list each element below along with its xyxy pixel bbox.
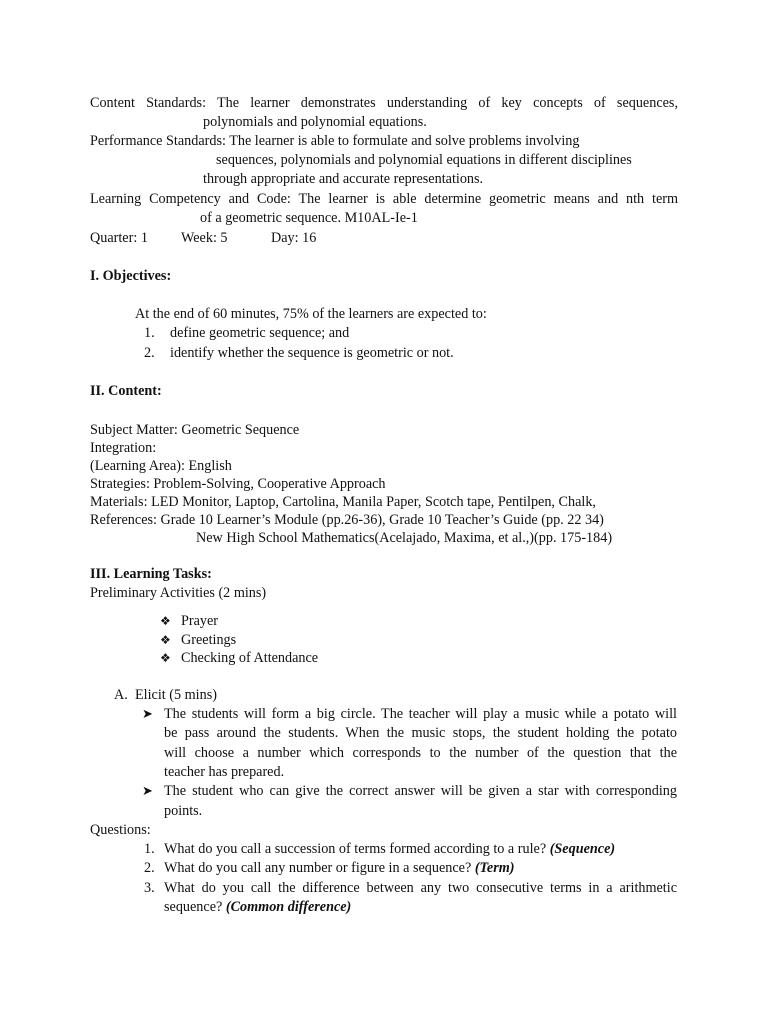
question-number: 2.: [144, 860, 155, 876]
preliminary-item: Checking of Attendance: [181, 650, 319, 666]
content-heading: II. Content:: [90, 383, 162, 399]
references-line1: References: Grade 10 Learner’s Module (pp.26-36), Grade 10 Teacher’s Guide (pp. 22 34): [90, 512, 604, 528]
elicit-bullet2-line2: points.: [164, 803, 203, 819]
section-letter: A.: [114, 687, 128, 703]
learning-tasks-heading: III. Learning Tasks:: [90, 566, 212, 582]
question-text: sequence?: [164, 899, 223, 915]
question-text: What do you call any number or figure in a sequence?: [164, 860, 472, 876]
performance-standards-line1: Performance Standards: The learner is able to formulate and solve problems involving: [90, 133, 580, 149]
preliminary-item: Greetings: [181, 632, 237, 648]
content-standards-line2: polynomials and polynomial equations.: [203, 114, 427, 130]
week-label: Week: 5: [181, 230, 228, 246]
question-answer: (Sequence): [549, 841, 616, 857]
content-standards-line1: Content Standards: The learner demonstrates understanding of key concepts of sequences,: [90, 95, 678, 111]
question-answer: (Common difference): [225, 899, 352, 915]
question-item: [164, 859, 515, 878]
day-label: Day: 16: [271, 230, 317, 246]
references-line2: New High School Mathematics(Acelajado, Maxima, et al.,)(pp. 175-184): [196, 530, 613, 546]
questions-heading: Questions:: [90, 822, 151, 838]
elicit-bullet1-line4: teacher has prepared.: [164, 764, 285, 780]
quarter-label: Quarter: 1: [90, 230, 148, 246]
objective-item: define geometric sequence; and: [170, 325, 350, 341]
preliminary-item: Prayer: [181, 613, 219, 629]
strategies: Strategies: Problem-Solving, Cooperative Approach: [90, 476, 386, 492]
competency-line2: of a geometric sequence. M10AL-Ie-1: [200, 210, 418, 226]
performance-standards-line3: through appropriate and accurate representations.: [203, 171, 484, 187]
elicit-bullet2-line1: The student who can give the correct answer will be given a star with corresponding: [164, 783, 677, 799]
objective-number: 1.: [144, 325, 155, 341]
objective-item: identify whether the sequence is geometric or not.: [170, 345, 454, 361]
question-text: What do you call the difference between any two consecutive terms in a arithmetic: [164, 880, 677, 896]
question-item: [164, 840, 615, 859]
performance-standards-line2: sequences, polynomials and polynomial equations in different disciplines: [216, 152, 632, 168]
question-number: 1.: [144, 841, 155, 857]
elicit-bullet1-line3: will choose a number which corresponds to the number of the question that the: [164, 745, 677, 761]
question-number: 3.: [144, 880, 155, 896]
arrow-bullet-icon: ➤: [142, 707, 153, 722]
materials: Materials: LED Monitor, Laptop, Cartolina, Manila Paper, Scotch tape, Pentilpen, Chalk,: [90, 494, 596, 510]
question-item: [164, 898, 351, 917]
elicit-bullet1-line2: be pass around the students. When the music stops, the student holding the potato: [164, 725, 677, 741]
arrow-bullet-icon: ➤: [142, 784, 153, 799]
competency-line1: Learning Competency and Code: The learner is able determine geometric means and nth term: [90, 191, 678, 207]
learning-area: (Learning Area): English: [90, 458, 232, 474]
diamond-bullet-icon: ❖: [160, 651, 171, 665]
objective-number: 2.: [144, 345, 155, 361]
objectives-heading: I. Objectives:: [90, 268, 172, 284]
preliminary-activities: Preliminary Activities (2 mins): [90, 585, 267, 601]
integration-label: Integration:: [90, 440, 157, 456]
diamond-bullet-icon: ❖: [160, 614, 171, 628]
elicit-bullet1-line1: The students will form a big circle. The teacher will play a music while a potato will: [164, 706, 677, 722]
elicit-title: Elicit (5 mins): [135, 687, 217, 703]
objectives-intro: At the end of 60 minutes, 75% of the learners are expected to:: [135, 306, 487, 322]
question-answer: (Term): [474, 860, 515, 876]
diamond-bullet-icon: ❖: [160, 633, 171, 647]
question-text: What do you call a succession of terms formed according to a rule?: [164, 841, 547, 857]
subject-matter: Subject Matter: Geometric Sequence: [90, 422, 300, 438]
